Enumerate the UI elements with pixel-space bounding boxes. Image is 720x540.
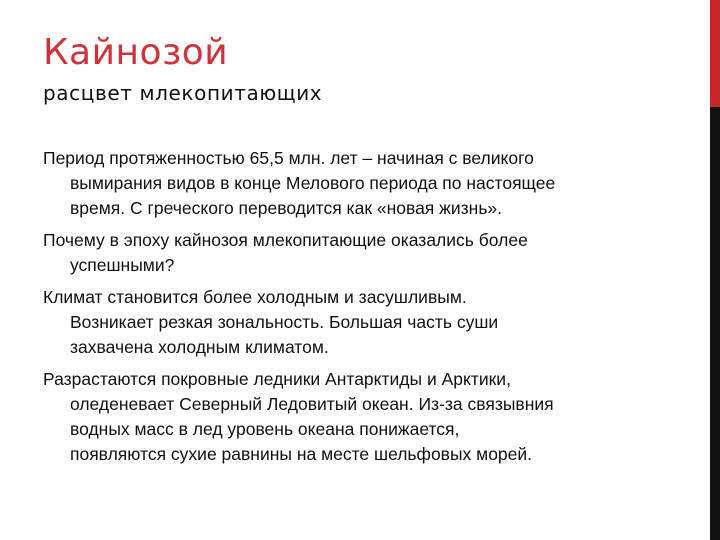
paragraph-line: Период протяженностью 65,5 млн. лет – начиная с великого	[43, 148, 534, 168]
slide-body	[43, 146, 663, 474]
paragraph-line: водных масс в лед уровень океана понижается,	[70, 419, 460, 439]
paragraph-line: успешными?	[70, 255, 175, 275]
paragraph-period	[43, 146, 663, 221]
paragraph-line: вымирания видов в конце Мелового периода по настоящее	[70, 173, 556, 193]
accent-bar-red	[710, 0, 720, 107]
accent-bar-dark	[710, 107, 720, 540]
paragraph-climate	[43, 285, 663, 360]
paragraph-line: Почему в эпоху кайнозоя млекопитающие оказались более	[43, 230, 528, 250]
paragraph-line: захвачена холодным климатом.	[70, 337, 329, 357]
slide-title: Кайнозой	[43, 32, 229, 73]
paragraph-line: время. С греческого переводится как «новая жизнь».	[70, 198, 503, 218]
paragraph-line: Возникает резкая зональность. Большая часть суши	[70, 312, 499, 332]
paragraph-line: оледеневает Северный Ледовитый океан. Из-за связывния	[70, 394, 554, 414]
paragraph-line: появляются сухие равнины на месте шельфовых морей.	[70, 444, 533, 464]
slide-subtitle: расцвет млекопитающих	[43, 81, 323, 105]
paragraph-line: Климат становится более холодным и засушливым.	[43, 287, 467, 307]
paragraph-question	[43, 228, 663, 278]
paragraph-line: Разрастаются покровные ледники Антарктиды и Арктики,	[43, 369, 511, 389]
paragraph-glaciers	[43, 367, 663, 467]
